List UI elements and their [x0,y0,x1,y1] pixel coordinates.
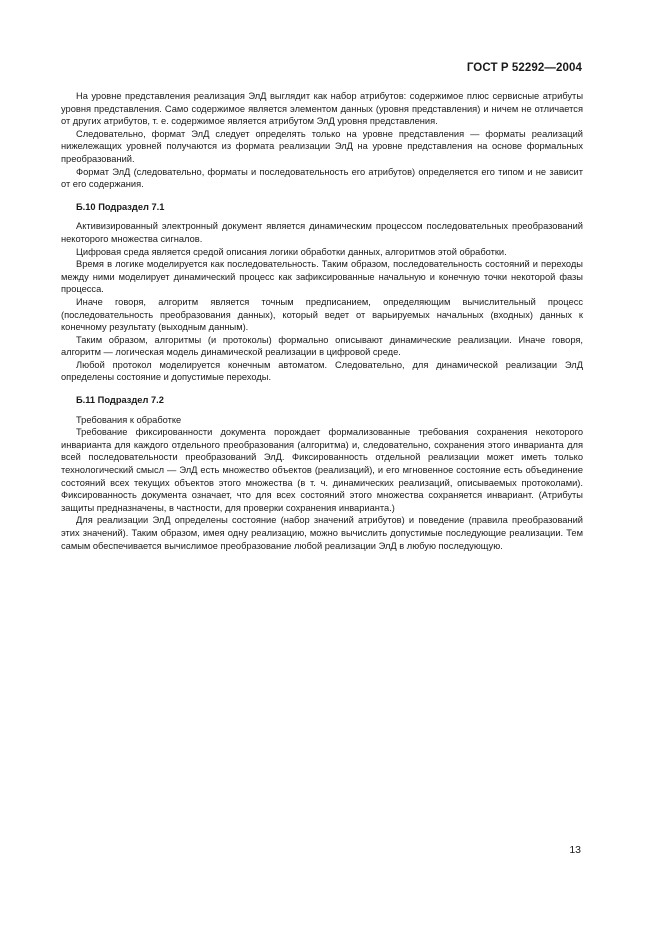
paragraph: Любой протокол моделируется конечным автоматом. Следовательно, для динамической реализации ЭлД определены состояние и допустимые переходы. [61,359,583,383]
paragraph: Для реализации ЭлД определены состояние (набор значений атрибутов) и поведение (правила преобразований этих значений). Таким образом, имея одну реализацию, можно вычислить допустимые последующие реализации. Тем самым обеспечивается вычислимое преобразование любой реализации ЭлД в любую последующую. [61,515,583,551]
paragraph: На уровне представления реализация ЭлД выглядит как набор атрибутов: содержимое плюс сервисные атрибуты уровня представления. Само содержимое является элементом данных (уровня представления) и ничем не отличается от других атрибутов, т. е. содержимое является атрибутом ЭлД уровня представления. [61,91,583,127]
paragraph: Требования к обработке [76,414,182,425]
document-body [61,90,583,552]
section-b10 [61,201,583,384]
page-number: 13 [569,844,581,856]
section-heading: Б.10 Подраздел 7.1 [76,201,165,212]
section-heading: Б.11 Подраздел 7.2 [76,395,164,406]
paragraph: Время в логике моделируется как последовательность. Таким образом, последовательность состояний и переходы между ними моделирует динамический процесс как зафиксированные начальную и конечную точки некоторой фазы процесса. [61,259,583,295]
paragraph: Формат ЭлД (следовательно, форматы и последовательность его атрибутов) определяется его типом и не зависит от его содержания. [61,166,583,190]
paragraph: Активизированный электронный документ является динамическим процессом последовательных преобразований некоторого множества сигналов. [61,221,583,244]
paragraph: Следовательно, формат ЭлД следует определять только на уровне представления — форматы реализаций нижележащих уровней получаются из формата реализации ЭлД на уровне представления на основе формальных преобразований. [61,128,583,164]
paragraph: Иначе говоря, алгоритм является точным предписанием, определяющим вычислительный процесс (последовательность преобразования данных), который ведет от варьируемых начальных (входных) данных к конечному результату (выходным данным). [61,296,583,333]
paragraph: Таким образом, алгоритмы (и протоколы) формально описывают динамические реализации. Иначе говоря, алгоритм — логическая модель динамической реализации в цифровой среде. [61,334,583,358]
paragraph: Требование фиксированности документа порождает формализованные требования сохранения некоторого инварианта для каждого отдельного преобразования (алгоритма) и, следовательно, сохранения этого инварианта для всей последовательности преобразований ЭлД. Фиксированность отдельной реализации может иметь только технологический смысл — ЭлД есть множество объектов (реализаций), и его мгновенное состояние есть объединение состояний всех текущих объектов этого множества (в т. ч. динамических реализаций, описываемых протоколами). Фиксированность документа означает, что для всех состояний этого множества сохраняется инвариант. (Атрибуты защиты предназначены, в частности, для проверки сохранения инварианта.) [61,427,583,513]
paragraph: Цифровая среда является средой описания логики обработки данных, алгоритмов этой обработки. [76,246,507,257]
section-b11 [61,394,583,552]
document-id: ГОСТ Р 52292—2004 [466,62,582,74]
section-intro [61,90,583,191]
